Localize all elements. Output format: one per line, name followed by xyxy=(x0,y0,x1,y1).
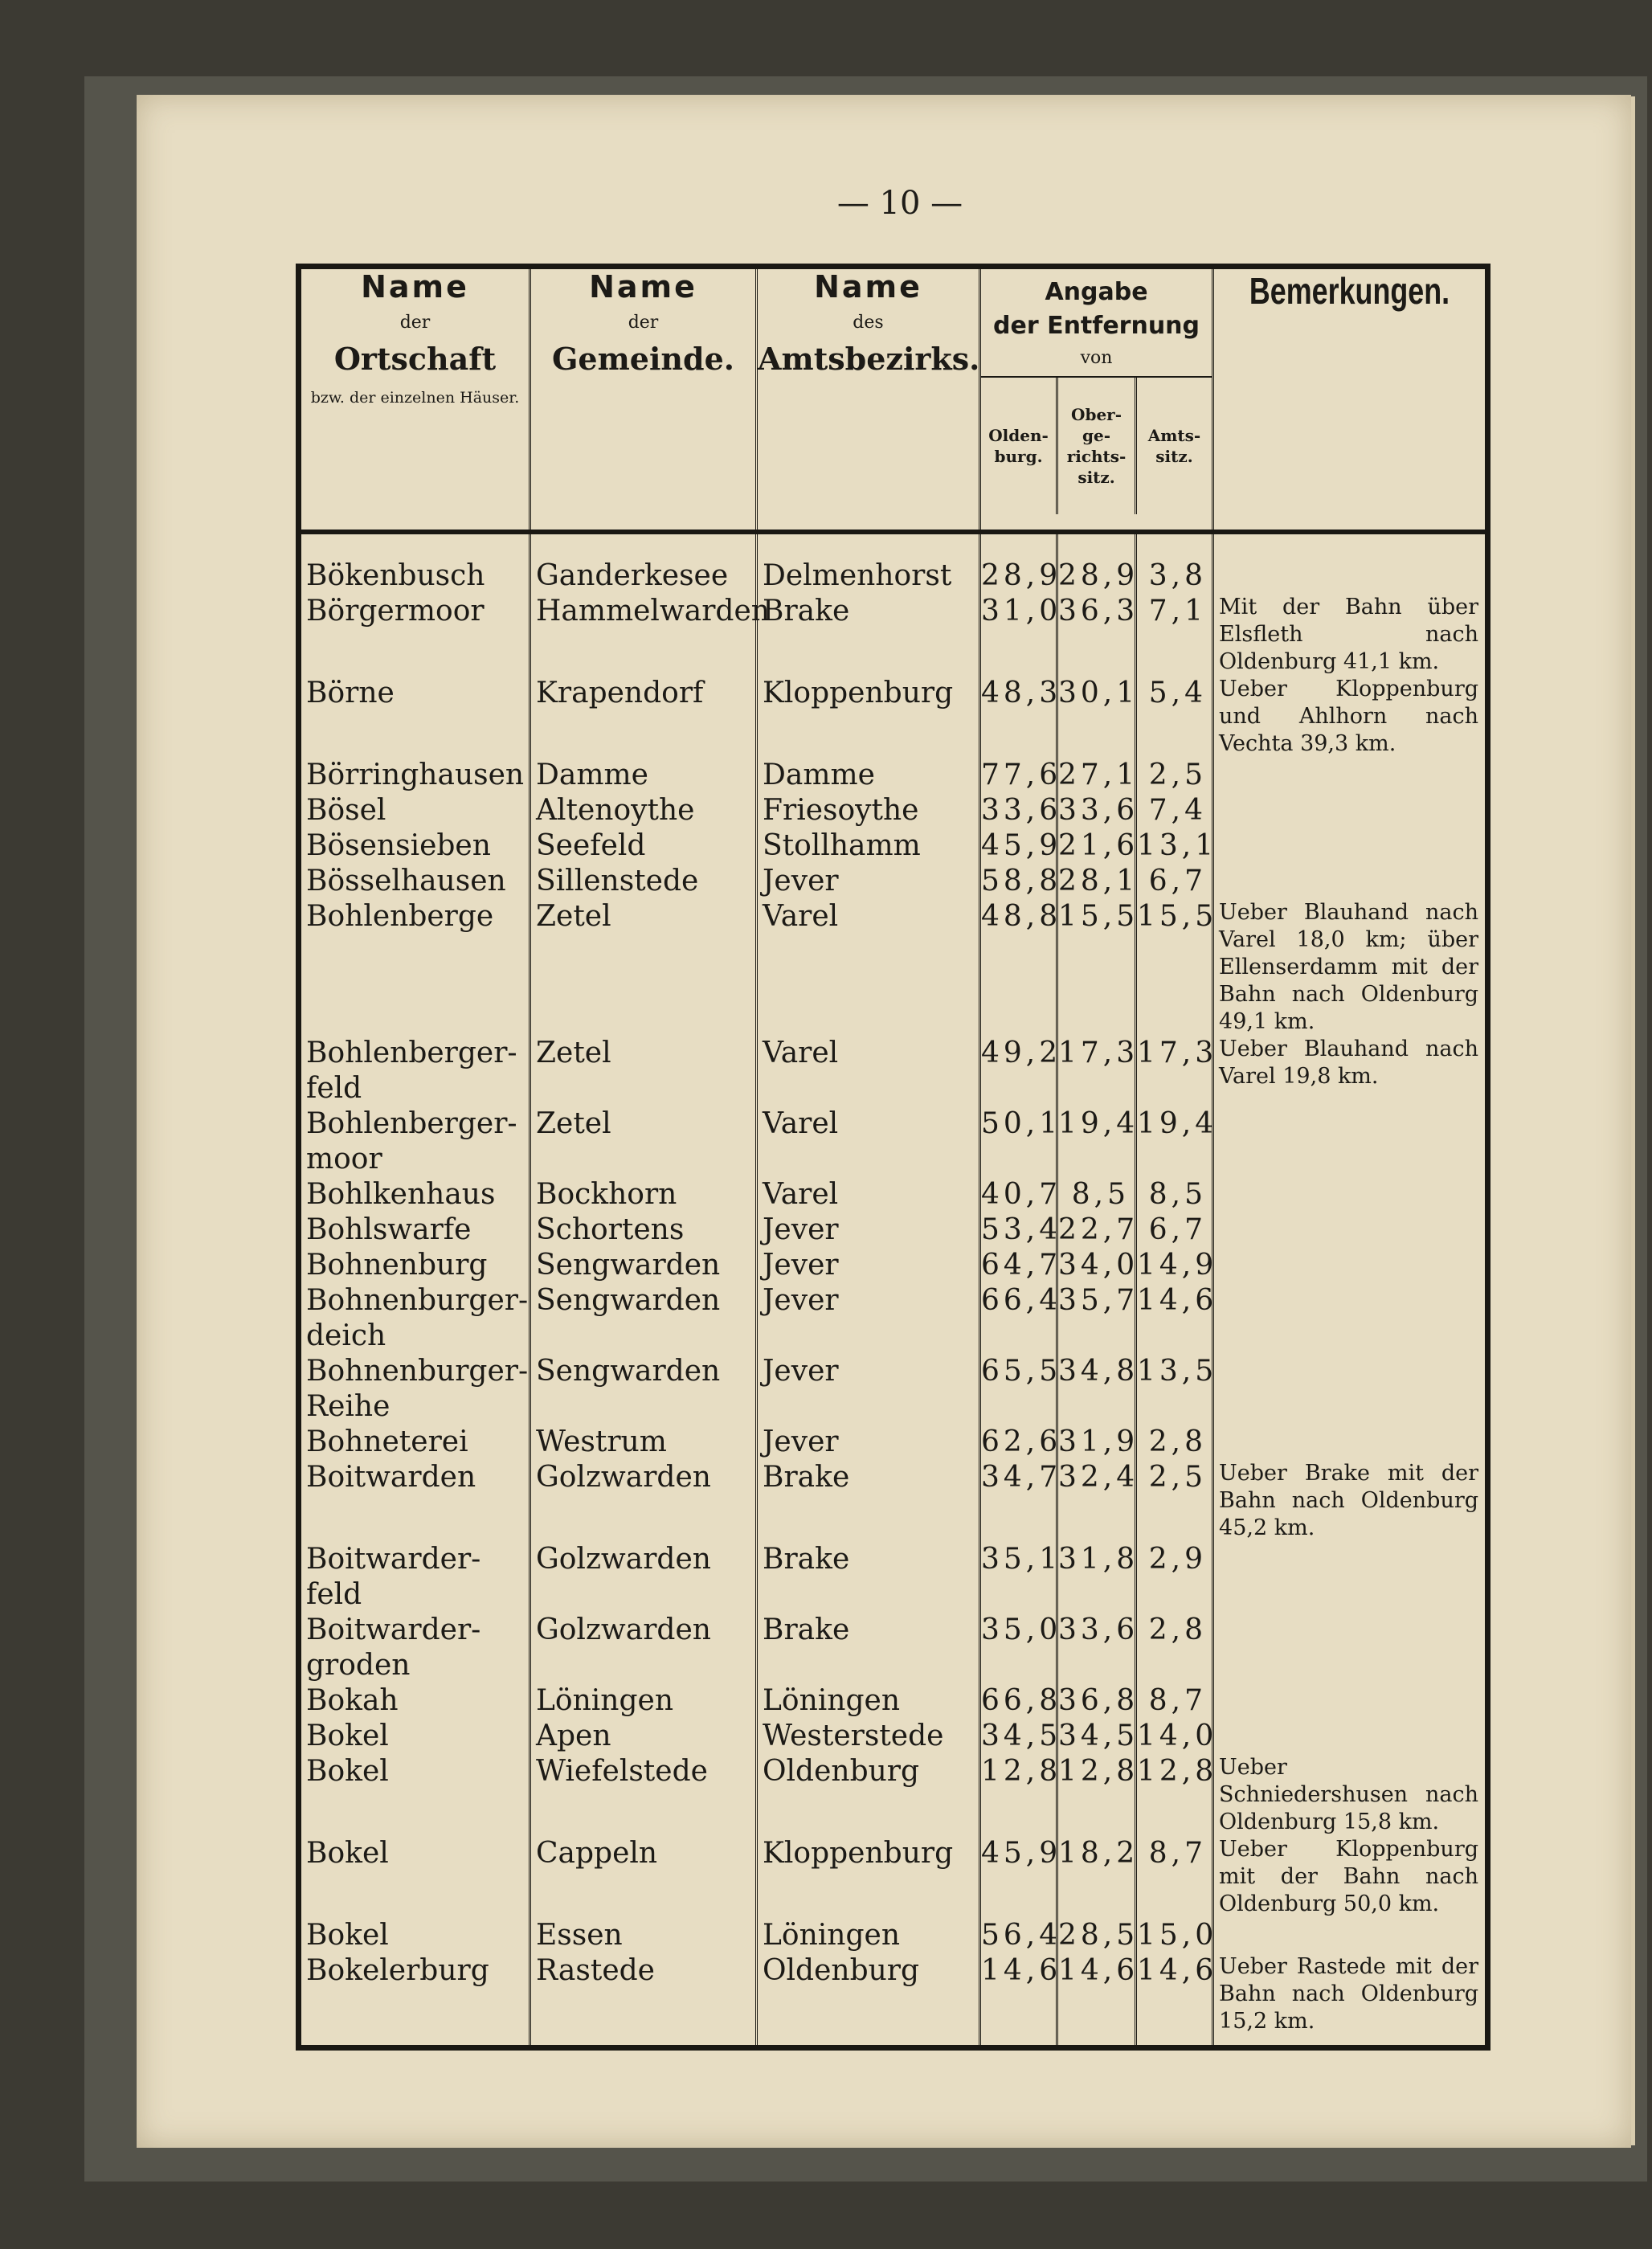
cell-remark xyxy=(1213,864,1488,899)
cell-dist-amtssitz: 8,7 xyxy=(1136,1836,1213,1918)
cell-dist-obergericht: 36,3 xyxy=(1057,594,1136,676)
cell-dist-oldenburg: 48,8 xyxy=(980,899,1057,1036)
table-row xyxy=(299,532,1488,594)
cell-remark xyxy=(1213,828,1488,864)
cell-ortschaft: Bökenbusch xyxy=(299,532,530,594)
table-row xyxy=(299,899,1488,1036)
cell-ortschaft: Börne xyxy=(299,676,530,758)
cell-dist-amtssitz: 17,3 xyxy=(1136,1036,1213,1106)
cell-dist-obergericht: 35,7 xyxy=(1057,1283,1136,1354)
cell-gemeinde: Zetel xyxy=(530,899,757,1036)
cell-dist-oldenburg: 65,5 xyxy=(980,1354,1057,1425)
cell-remark xyxy=(1213,1918,1488,1953)
cell-remark: Mit der Bahn über Elsfleth nach Oldenburg 41,1 km. xyxy=(1219,594,1479,674)
cell-dist-obergericht: 31,8 xyxy=(1057,1542,1136,1613)
cell-dist-obergericht: 33,6 xyxy=(1057,1613,1136,1683)
cell-dist-obergericht: 32,4 xyxy=(1057,1460,1136,1542)
cell-ortschaft: Bohlenberge xyxy=(299,899,530,1036)
cell-dist-amtssitz: 6,7 xyxy=(1136,864,1213,899)
cell-dist-obergericht: 33,6 xyxy=(1058,793,1139,827)
cell-gemeinde: Altenoythe xyxy=(530,793,757,828)
page-number: — 10 — xyxy=(836,185,963,222)
cell-dist-amtssitz: 14,6 xyxy=(1136,1953,1213,2048)
table-row xyxy=(299,1542,1488,1613)
cell-dist-obergericht: 18,2 xyxy=(1057,1836,1136,1918)
cell-remark: Ueber Blauhand nach Varel 19,8 km. xyxy=(1219,1036,1479,1089)
cell-dist-oldenburg: 53,4 xyxy=(981,1212,1062,1246)
header-ortschaft: Name der Ortschaft bzw. der einzelnen Häuser. xyxy=(299,267,530,532)
cell-amtsbezirk: Friesoythe xyxy=(757,793,980,828)
cell-dist-obergericht: 15,5 xyxy=(1057,899,1136,1036)
cell-remark xyxy=(1213,1106,1488,1177)
cell-ortschaft: Bokah xyxy=(299,1683,530,1719)
table-row xyxy=(299,1036,1488,1106)
cell-dist-obergericht: 28,9 xyxy=(1057,532,1136,594)
cell-dist-obergericht: 21,6 xyxy=(1058,828,1139,862)
cell-dist-oldenburg: 34,5 xyxy=(981,1719,1062,1752)
cell-dist-obergericht: 12,8 xyxy=(1057,1754,1136,1836)
cell-dist-oldenburg: 66,4 xyxy=(980,1283,1057,1354)
cell-amtsbezirk: Jever xyxy=(757,1354,980,1425)
cell-gemeinde: Bockhorn xyxy=(530,1177,757,1212)
cell-amtsbezirk: Löningen xyxy=(757,1918,980,1953)
cell-ortschaft: Boitwarder-groden xyxy=(299,1613,530,1683)
cell-remark xyxy=(1213,1719,1488,1754)
cell-remark xyxy=(1213,758,1488,793)
cell-remark xyxy=(1213,1212,1488,1248)
cell-ortschaft: Bohlswarfe xyxy=(299,1212,530,1248)
cell-remark: Ueber Kloppenburg mit der Bahn nach Oldenburg 50,0 km. xyxy=(1219,1836,1479,1916)
cell-gemeinde: Westrum xyxy=(530,1425,757,1460)
table-row xyxy=(299,1754,1488,1836)
header-bemerkungen: Bemerkungen. xyxy=(1213,267,1488,532)
cell-dist-oldenburg: 14,6 xyxy=(980,1953,1057,2048)
cell-dist-oldenburg: 77,6 xyxy=(981,758,1062,791)
cell-gemeinde: Golzwarden xyxy=(530,1613,757,1683)
cell-ortschaft: Bokel xyxy=(299,1719,530,1754)
cell-ortschaft: Bohlenberger-moor xyxy=(299,1106,530,1177)
cell-dist-oldenburg: 62,6 xyxy=(981,1425,1062,1458)
cell-dist-oldenburg: 35,0 xyxy=(980,1613,1057,1683)
table-row xyxy=(299,676,1488,758)
cell-ortschaft: Boitwarder-feld xyxy=(299,1542,530,1613)
table-row xyxy=(299,1248,1488,1283)
cell-remark xyxy=(1213,1683,1488,1719)
cell-amtsbezirk: Jever xyxy=(757,1212,980,1248)
cell-gemeinde: Rastede xyxy=(530,1953,757,2048)
table-row xyxy=(299,793,1488,828)
cell-gemeinde: Damme xyxy=(530,758,757,793)
cell-remark xyxy=(1213,1542,1488,1613)
cell-dist-obergericht: 28,5 xyxy=(1058,1918,1139,1952)
cell-gemeinde: Sillenstede xyxy=(530,864,757,899)
table-row xyxy=(299,1613,1488,1683)
cell-amtsbezirk: Oldenburg xyxy=(757,1953,980,2048)
cell-dist-oldenburg: 31,0 xyxy=(980,594,1057,676)
cell-ortschaft: Bohnenburger-Reihe xyxy=(299,1354,530,1425)
cell-dist-oldenburg: 40,7 xyxy=(981,1177,1062,1211)
header-entfernung: Angabe der Entfernung von Olden-burg. Ober-ge-richts-sitz. Amts-sitz. xyxy=(980,267,1213,532)
cell-dist-oldenburg: 49,2 xyxy=(980,1036,1057,1106)
cell-remark xyxy=(1213,1425,1488,1460)
header-amtssitz: Amts-sitz. xyxy=(1147,426,1201,466)
cell-dist-amtssitz: 2,5 xyxy=(1136,1460,1213,1542)
cell-gemeinde: Ganderkesee xyxy=(530,532,757,594)
cell-ortschaft: Bösensieben xyxy=(299,828,530,864)
cell-ortschaft: Bohnenburger-deich xyxy=(299,1283,530,1354)
cell-dist-obergericht: 14,6 xyxy=(1057,1953,1136,2048)
cell-dist-obergericht: 19,4 xyxy=(1057,1106,1136,1177)
cell-remark xyxy=(1213,1248,1488,1283)
header-obergericht: Ober-ge-richts-sitz. xyxy=(1058,378,1137,514)
cell-remark xyxy=(1213,1613,1488,1683)
cell-remark xyxy=(1213,532,1488,594)
cell-ortschaft: Bokel xyxy=(299,1754,530,1836)
table-row xyxy=(299,1212,1488,1248)
cell-dist-oldenburg: 66,8 xyxy=(981,1683,1062,1717)
cell-dist-obergericht: 22,7 xyxy=(1058,1212,1139,1246)
cell-ortschaft: Börringhausen xyxy=(299,758,530,793)
cell-dist-obergericht: 34,0 xyxy=(1058,1248,1139,1282)
cell-gemeinde: Sengwarden xyxy=(530,1283,757,1354)
cell-amtsbezirk: Brake xyxy=(757,1460,980,1542)
cell-ortschaft: Bokelerburg xyxy=(299,1953,530,2048)
cell-dist-oldenburg: 48,3 xyxy=(980,676,1057,758)
cell-gemeinde: Hammelwarden xyxy=(530,594,757,676)
cell-amtsbezirk: Kloppenburg xyxy=(757,1836,980,1918)
table-row xyxy=(299,1918,1488,1953)
cell-gemeinde: Zetel xyxy=(530,1036,757,1106)
cell-remark: Ueber Schniedershusen nach Oldenburg 15,8 km. xyxy=(1219,1754,1479,1834)
cell-remark xyxy=(1213,1177,1488,1212)
cell-dist-amtssitz: 13,5 xyxy=(1136,1354,1213,1425)
cell-gemeinde: Schortens xyxy=(530,1212,757,1248)
cell-dist-amtssitz: 14,9 xyxy=(1137,1248,1218,1282)
cell-dist-obergericht: 31,9 xyxy=(1058,1425,1139,1458)
cell-dist-amtssitz: 6,7 xyxy=(1136,1212,1213,1248)
cell-gemeinde: Golzwarden xyxy=(530,1542,757,1613)
table-row xyxy=(299,828,1488,864)
cell-ortschaft: Bösselhausen xyxy=(299,864,530,899)
cell-ortschaft: Bokel xyxy=(299,1918,530,1953)
cell-dist-amtssitz: 2,5 xyxy=(1136,758,1213,793)
cell-dist-amtssitz: 2,8 xyxy=(1136,1613,1213,1683)
cell-dist-obergericht: 27,1 xyxy=(1058,758,1139,791)
cell-dist-oldenburg: 28,9 xyxy=(980,532,1057,594)
cell-dist-oldenburg: 56,4 xyxy=(981,1918,1062,1952)
cell-dist-amtssitz: 3,8 xyxy=(1136,532,1213,594)
cell-ortschaft: Bohlenberger-feld xyxy=(299,1036,530,1106)
table-row xyxy=(299,1106,1488,1177)
cell-remark: Ueber Brake mit der Bahn nach Oldenburg 45,2 km. xyxy=(1219,1460,1479,1540)
cell-amtsbezirk: Damme xyxy=(757,758,980,793)
cell-dist-amtssitz: 15,0 xyxy=(1137,1918,1218,1952)
cell-amtsbezirk: Kloppenburg xyxy=(757,676,980,758)
cell-amtsbezirk: Oldenburg xyxy=(757,1754,980,1836)
cell-amtsbezirk: Jever xyxy=(757,1283,980,1354)
cell-gemeinde: Krapendorf xyxy=(530,676,757,758)
cell-dist-oldenburg: 33,6 xyxy=(981,793,1062,827)
places-table xyxy=(296,264,1490,2051)
cell-amtsbezirk: Jever xyxy=(757,1425,980,1460)
cell-gemeinde: Sengwarden xyxy=(530,1354,757,1425)
cell-ortschaft: Boitwarden xyxy=(299,1460,530,1542)
cell-dist-oldenburg: 45,9 xyxy=(980,1836,1057,1918)
cell-dist-obergericht: 36,8 xyxy=(1058,1683,1139,1717)
table-row xyxy=(299,1953,1488,2048)
cell-dist-obergericht: 8,5 xyxy=(1057,1177,1136,1212)
cell-dist-obergericht: 17,3 xyxy=(1057,1036,1136,1106)
cell-gemeinde: Sengwarden xyxy=(530,1248,757,1283)
header-row xyxy=(299,267,1488,532)
cell-amtsbezirk: Brake xyxy=(757,1613,980,1683)
table-row xyxy=(299,1425,1488,1460)
cell-dist-amtssitz: 14,0 xyxy=(1137,1719,1218,1752)
cell-remark xyxy=(1213,1283,1488,1354)
header-gemeinde: Name der Gemeinde. xyxy=(530,267,757,532)
table-row xyxy=(299,1683,1488,1719)
cell-ortschaft: Börgermoor xyxy=(299,594,530,676)
cell-amtsbezirk: Löningen xyxy=(757,1683,980,1719)
table-row xyxy=(299,1354,1488,1425)
cell-amtsbezirk: Stollhamm xyxy=(757,828,980,864)
cell-dist-oldenburg: 50,1 xyxy=(980,1106,1057,1177)
cell-dist-oldenburg: 58,8 xyxy=(981,864,1062,898)
cell-amtsbezirk: Jever xyxy=(757,864,980,899)
cell-dist-oldenburg: 34,7 xyxy=(980,1460,1057,1542)
cell-dist-amtssitz: 5,4 xyxy=(1136,676,1213,758)
cell-remark xyxy=(1213,1354,1488,1425)
table-row xyxy=(299,758,1488,793)
cell-gemeinde: Golzwarden xyxy=(530,1460,757,1542)
cell-dist-obergericht: 34,5 xyxy=(1058,1719,1139,1752)
cell-ortschaft: Bokel xyxy=(299,1836,530,1918)
header-amtsbezirk: Name des Amtsbezirks. xyxy=(757,267,980,532)
cell-dist-obergericht: 28,1 xyxy=(1058,864,1139,898)
table-row xyxy=(299,1177,1488,1212)
cell-remark xyxy=(1213,793,1488,828)
cell-dist-amtssitz: 8,5 xyxy=(1136,1177,1213,1212)
table-row xyxy=(299,1460,1488,1542)
cell-dist-amtssitz: 13,1 xyxy=(1137,828,1218,862)
cell-dist-amtssitz: 8,7 xyxy=(1136,1683,1213,1719)
cell-dist-oldenburg: 12,8 xyxy=(980,1754,1057,1836)
cell-dist-amtssitz: 7,1 xyxy=(1136,594,1213,676)
cell-dist-amtssitz: 15,5 xyxy=(1136,899,1213,1036)
table-row xyxy=(299,1283,1488,1354)
cell-dist-amtssitz: 7,4 xyxy=(1136,793,1213,828)
cell-dist-oldenburg: 45,9 xyxy=(981,828,1062,862)
cell-dist-obergericht: 30,1 xyxy=(1057,676,1136,758)
cell-amtsbezirk: Varel xyxy=(757,1177,980,1212)
cell-gemeinde: Löningen xyxy=(530,1683,757,1719)
cell-dist-amtssitz: 19,4 xyxy=(1136,1106,1213,1177)
cell-amtsbezirk: Jever xyxy=(757,1248,980,1283)
cell-gemeinde: Zetel xyxy=(530,1106,757,1177)
cell-amtsbezirk: Brake xyxy=(757,594,980,676)
cell-dist-obergericht: 34,8 xyxy=(1057,1354,1136,1425)
cell-gemeinde: Seefeld xyxy=(530,828,757,864)
cell-dist-amtssitz: 2,9 xyxy=(1136,1542,1213,1613)
cell-amtsbezirk: Varel xyxy=(757,1036,980,1106)
cell-amtsbezirk: Varel xyxy=(757,1106,980,1177)
cell-dist-amtssitz: 2,8 xyxy=(1136,1425,1213,1460)
cell-gemeinde: Essen xyxy=(530,1918,757,1953)
cell-dist-oldenburg: 35,1 xyxy=(980,1542,1057,1613)
cell-dist-oldenburg: 64,7 xyxy=(981,1248,1062,1282)
cell-remark: Ueber Blauhand nach Varel 18,0 km; über Ellenserdamm mit der Bahn nach Oldenburg 49,1 km. xyxy=(1219,899,1479,1034)
cell-remark: Ueber Rastede mit der Bahn nach Oldenburg 15,2 km. xyxy=(1219,1953,1479,2034)
table-row xyxy=(299,1836,1488,1918)
table-row xyxy=(299,864,1488,899)
cell-ortschaft: Bösel xyxy=(299,793,530,828)
cell-dist-amtssitz: 12,8 xyxy=(1136,1754,1213,1836)
cell-ortschaft: Bohnenburg xyxy=(299,1248,530,1283)
table-row xyxy=(299,1719,1488,1754)
cell-ortschaft: Bohneterei xyxy=(299,1425,530,1460)
cell-amtsbezirk: Delmenhorst xyxy=(757,532,980,594)
cell-gemeinde: Wiefelstede xyxy=(530,1754,757,1836)
cell-amtsbezirk: Westerstede xyxy=(757,1719,980,1754)
cell-gemeinde: Apen xyxy=(530,1719,757,1754)
cell-dist-amtssitz: 14,6 xyxy=(1136,1283,1213,1354)
cell-amtsbezirk: Brake xyxy=(757,1542,980,1613)
table-row xyxy=(299,594,1488,676)
cell-gemeinde: Cappeln xyxy=(530,1836,757,1918)
cell-ortschaft: Bohlkenhaus xyxy=(299,1177,530,1212)
cell-amtsbezirk: Varel xyxy=(757,899,980,1036)
cell-remark: Ueber Kloppenburg und Ahlhorn nach Vechta 39,3 km. xyxy=(1219,676,1479,756)
header-oldenburg: Olden-burg. xyxy=(981,378,1058,514)
